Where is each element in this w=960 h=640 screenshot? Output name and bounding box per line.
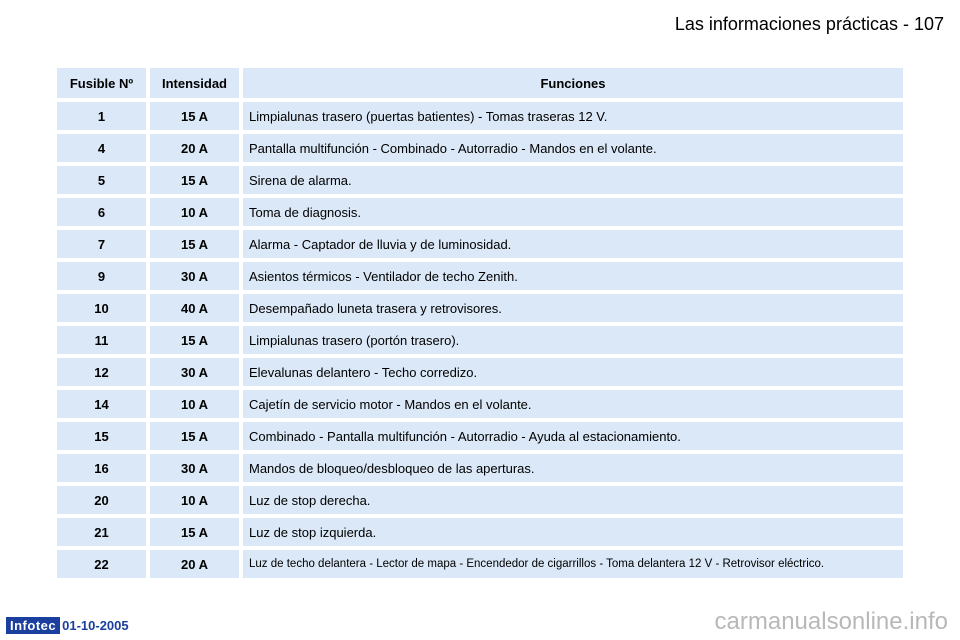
intensity-cell: 10 A: [150, 390, 239, 418]
footer: [6, 617, 129, 634]
table-row: [57, 134, 903, 162]
fuse-number-cell: 12: [57, 358, 146, 386]
fuse-number-cell: 7: [57, 230, 146, 258]
table-row: [57, 518, 903, 546]
fuse-number-cell: 10: [57, 294, 146, 322]
fuse-table: [57, 68, 903, 582]
function-cell: Pantalla multifunción - Combinado - Autorradio - Mandos en el volante.: [243, 134, 903, 162]
table-row: [57, 230, 903, 258]
intensity-cell: 30 A: [150, 358, 239, 386]
fuse-number-cell: 20: [57, 486, 146, 514]
table-row: [57, 262, 903, 290]
function-cell: Luz de stop derecha.: [243, 486, 903, 514]
function-cell: Limpialunas trasero (portón trasero).: [243, 326, 903, 354]
intensity-cell: 15 A: [150, 518, 239, 546]
table-header-row: [57, 68, 903, 98]
table-row: [57, 358, 903, 386]
table-row: [57, 550, 903, 578]
fuse-number-cell: 15: [57, 422, 146, 450]
watermark: carmanualsonline.info: [714, 608, 948, 635]
fuse-number-cell: 11: [57, 326, 146, 354]
fuse-number-cell: 6: [57, 198, 146, 226]
header-fuse-number: Fusible Nº: [57, 68, 146, 98]
table-row: [57, 102, 903, 130]
table-row: [57, 198, 903, 226]
function-cell: Cajetín de servicio motor - Mandos en el volante.: [243, 390, 903, 418]
fuse-number-cell: 4: [57, 134, 146, 162]
function-cell: Sirena de alarma.: [243, 166, 903, 194]
page-title: Las informaciones prácticas - 107: [674, 14, 944, 34]
function-cell: Combinado - Pantalla multifunción - Autorradio - Ayuda al estacionamiento.: [243, 422, 903, 450]
intensity-cell: 30 A: [150, 262, 239, 290]
table-row: [57, 422, 903, 450]
table-row: [57, 454, 903, 482]
function-cell: Elevalunas delantero - Techo corredizo.: [243, 358, 903, 386]
intensity-cell: 15 A: [150, 230, 239, 258]
header-functions: Funciones: [243, 68, 903, 98]
fuse-number-cell: 5: [57, 166, 146, 194]
table-row: [57, 486, 903, 514]
intensity-cell: 15 A: [150, 326, 239, 354]
table-row: [57, 294, 903, 322]
function-cell: Toma de diagnosis.: [243, 198, 903, 226]
function-cell: Limpialunas trasero (puertas batientes) - Tomas traseras 12 V.: [243, 102, 903, 130]
table-row: [57, 326, 903, 354]
function-cell: Mandos de bloqueo/desbloqueo de las aperturas.: [243, 454, 903, 482]
intensity-cell: 15 A: [150, 102, 239, 130]
fuse-number-cell: 22: [57, 550, 146, 578]
function-cell: Luz de techo delantera - Lector de mapa - Encendedor de cigarrillos - Toma delantera 12 V - Retrovisor eléctrico.: [243, 550, 903, 578]
footer-date: 01-10-2005: [62, 618, 129, 633]
intensity-cell: 40 A: [150, 294, 239, 322]
intensity-cell: 20 A: [150, 134, 239, 162]
fuse-number-cell: 14: [57, 390, 146, 418]
infotec-logo: Infotec: [6, 617, 60, 634]
fuse-number-cell: 1: [57, 102, 146, 130]
table-row: [57, 166, 903, 194]
intensity-cell: 10 A: [150, 486, 239, 514]
function-cell: Luz de stop izquierda.: [243, 518, 903, 546]
fuse-number-cell: 16: [57, 454, 146, 482]
function-cell: Alarma - Captador de lluvia y de luminosidad.: [243, 230, 903, 258]
intensity-cell: 15 A: [150, 166, 239, 194]
table-row: [57, 390, 903, 418]
header-intensity: Intensidad: [150, 68, 239, 98]
function-cell: Desempañado luneta trasera y retrovisores.: [243, 294, 903, 322]
intensity-cell: 10 A: [150, 198, 239, 226]
function-cell: Asientos térmicos - Ventilador de techo Zenith.: [243, 262, 903, 290]
intensity-cell: 20 A: [150, 550, 239, 578]
fuse-number-cell: 9: [57, 262, 146, 290]
fuse-number-cell: 21: [57, 518, 146, 546]
intensity-cell: 30 A: [150, 454, 239, 482]
intensity-cell: 15 A: [150, 422, 239, 450]
